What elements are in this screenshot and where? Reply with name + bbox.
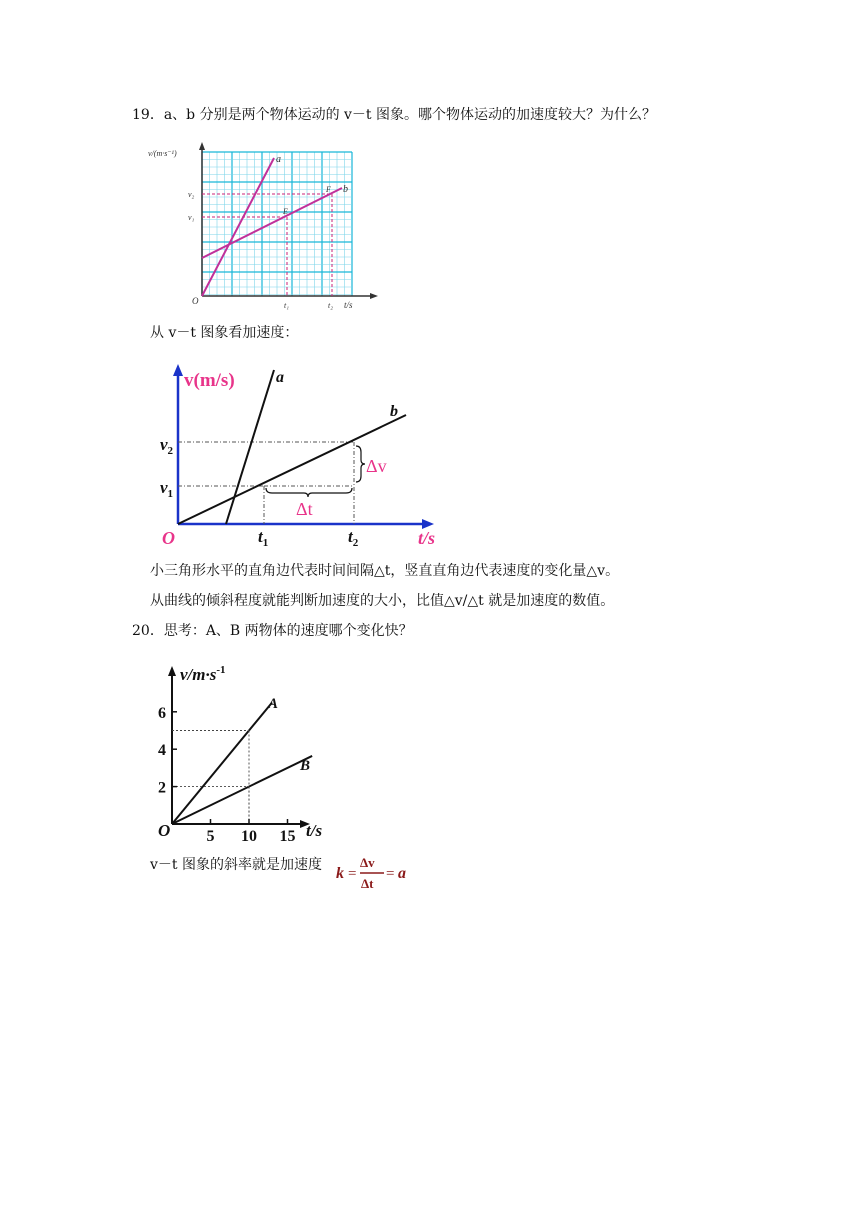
line-b-label: b: [390, 403, 398, 420]
formula-equals-1: =: [348, 866, 357, 882]
point-f-label: F: [326, 185, 331, 194]
figure-2-slope-diagram: [156, 360, 450, 552]
delta-v-brace: [356, 446, 365, 482]
slope-formula: [334, 850, 418, 894]
t2-subscript: 2: [352, 537, 359, 549]
formula-k: k: [336, 865, 344, 882]
series-line-a: [172, 702, 272, 824]
y-axis-arrow: [173, 364, 183, 376]
point-e-label: E: [283, 207, 288, 216]
origin-label: O: [192, 296, 199, 306]
x-axis-label: t/s: [344, 300, 353, 310]
origin-label: O: [162, 528, 175, 548]
delta-v-label: Δv: [366, 456, 387, 476]
origin-label: O: [158, 821, 171, 840]
y-tick-label: 6: [158, 704, 166, 722]
t1-subscript: 1: [262, 537, 269, 549]
intro-text: 从 v－t 图象看加速度：: [150, 325, 299, 341]
v1-subscript: 1: [167, 488, 174, 500]
line-a-label: A: [268, 696, 279, 712]
explanation-line-2: 从曲线的倾斜程度就能判断加速度的大小，比值△v/△t 就是加速度的数值。: [150, 593, 615, 609]
figure-1-grid-chart: [146, 140, 378, 316]
y-tick-label: 4: [158, 742, 166, 760]
v2-label: $v_2$: [160, 435, 174, 457]
y-axis-arrow: [168, 666, 176, 676]
x-tick-label: 5: [206, 828, 215, 845]
delta-t-label: Δt: [296, 499, 313, 519]
question-20: 20．思考：A、B 两物体的速度哪个变化快？: [132, 623, 413, 639]
y-axis-label: v/(m·s⁻¹): [148, 149, 177, 158]
delta-t-brace: [266, 488, 352, 497]
figure-3-ab-chart: [150, 660, 350, 846]
x-axis-label: t/s: [418, 528, 436, 548]
grid: [202, 152, 352, 296]
line-a-label: a: [276, 154, 281, 165]
formula-denominator: Δt: [361, 876, 374, 891]
t1-label: t₁: [284, 301, 290, 310]
x-axis-label: t/s: [306, 821, 323, 840]
question-19: 19．a、b 分别是两个物体运动的 v－t 图象。哪个物体运动的加速度较大？为什么？: [132, 107, 657, 123]
v2-label: v₂: [188, 190, 195, 199]
y-axis-label: v(m/s): [184, 370, 235, 391]
y-axis-label-superscript: -1: [216, 664, 226, 676]
t2-label: $t_2$: [348, 527, 359, 549]
y-axis-arrow: [199, 142, 205, 150]
line-b-label: b: [343, 184, 348, 195]
v1-label: v₁: [188, 213, 195, 222]
formula-a: a: [398, 865, 406, 882]
t1-label: $t_1$: [258, 527, 269, 549]
t2-label: t₂: [328, 301, 334, 310]
conclusion-text: v－t 图象的斜率就是加速度: [150, 857, 322, 873]
formula-equals-2: =: [386, 866, 395, 882]
explanation-line-1: 小三角形水平的直角边代表时间间隔△t，竖直直角边代表速度的变化量△v。: [150, 563, 620, 579]
formula-numerator: Δv: [360, 855, 375, 870]
y-axis-label: $v/m\cdot s^{-1}$: [180, 664, 226, 684]
line-a: [226, 370, 274, 524]
line-b-label: B: [300, 758, 311, 774]
line-a-label: a: [276, 369, 284, 386]
series-line-b: [172, 756, 312, 824]
line-b: [202, 188, 342, 258]
y-tick-label: 2: [158, 779, 166, 797]
x-tick-label: 10: [241, 828, 257, 845]
x-axis-arrow: [370, 293, 378, 299]
v2-subscript: 2: [167, 445, 174, 457]
x-tick-label: 15: [279, 828, 296, 845]
v1-label: $v_1$: [160, 478, 174, 500]
